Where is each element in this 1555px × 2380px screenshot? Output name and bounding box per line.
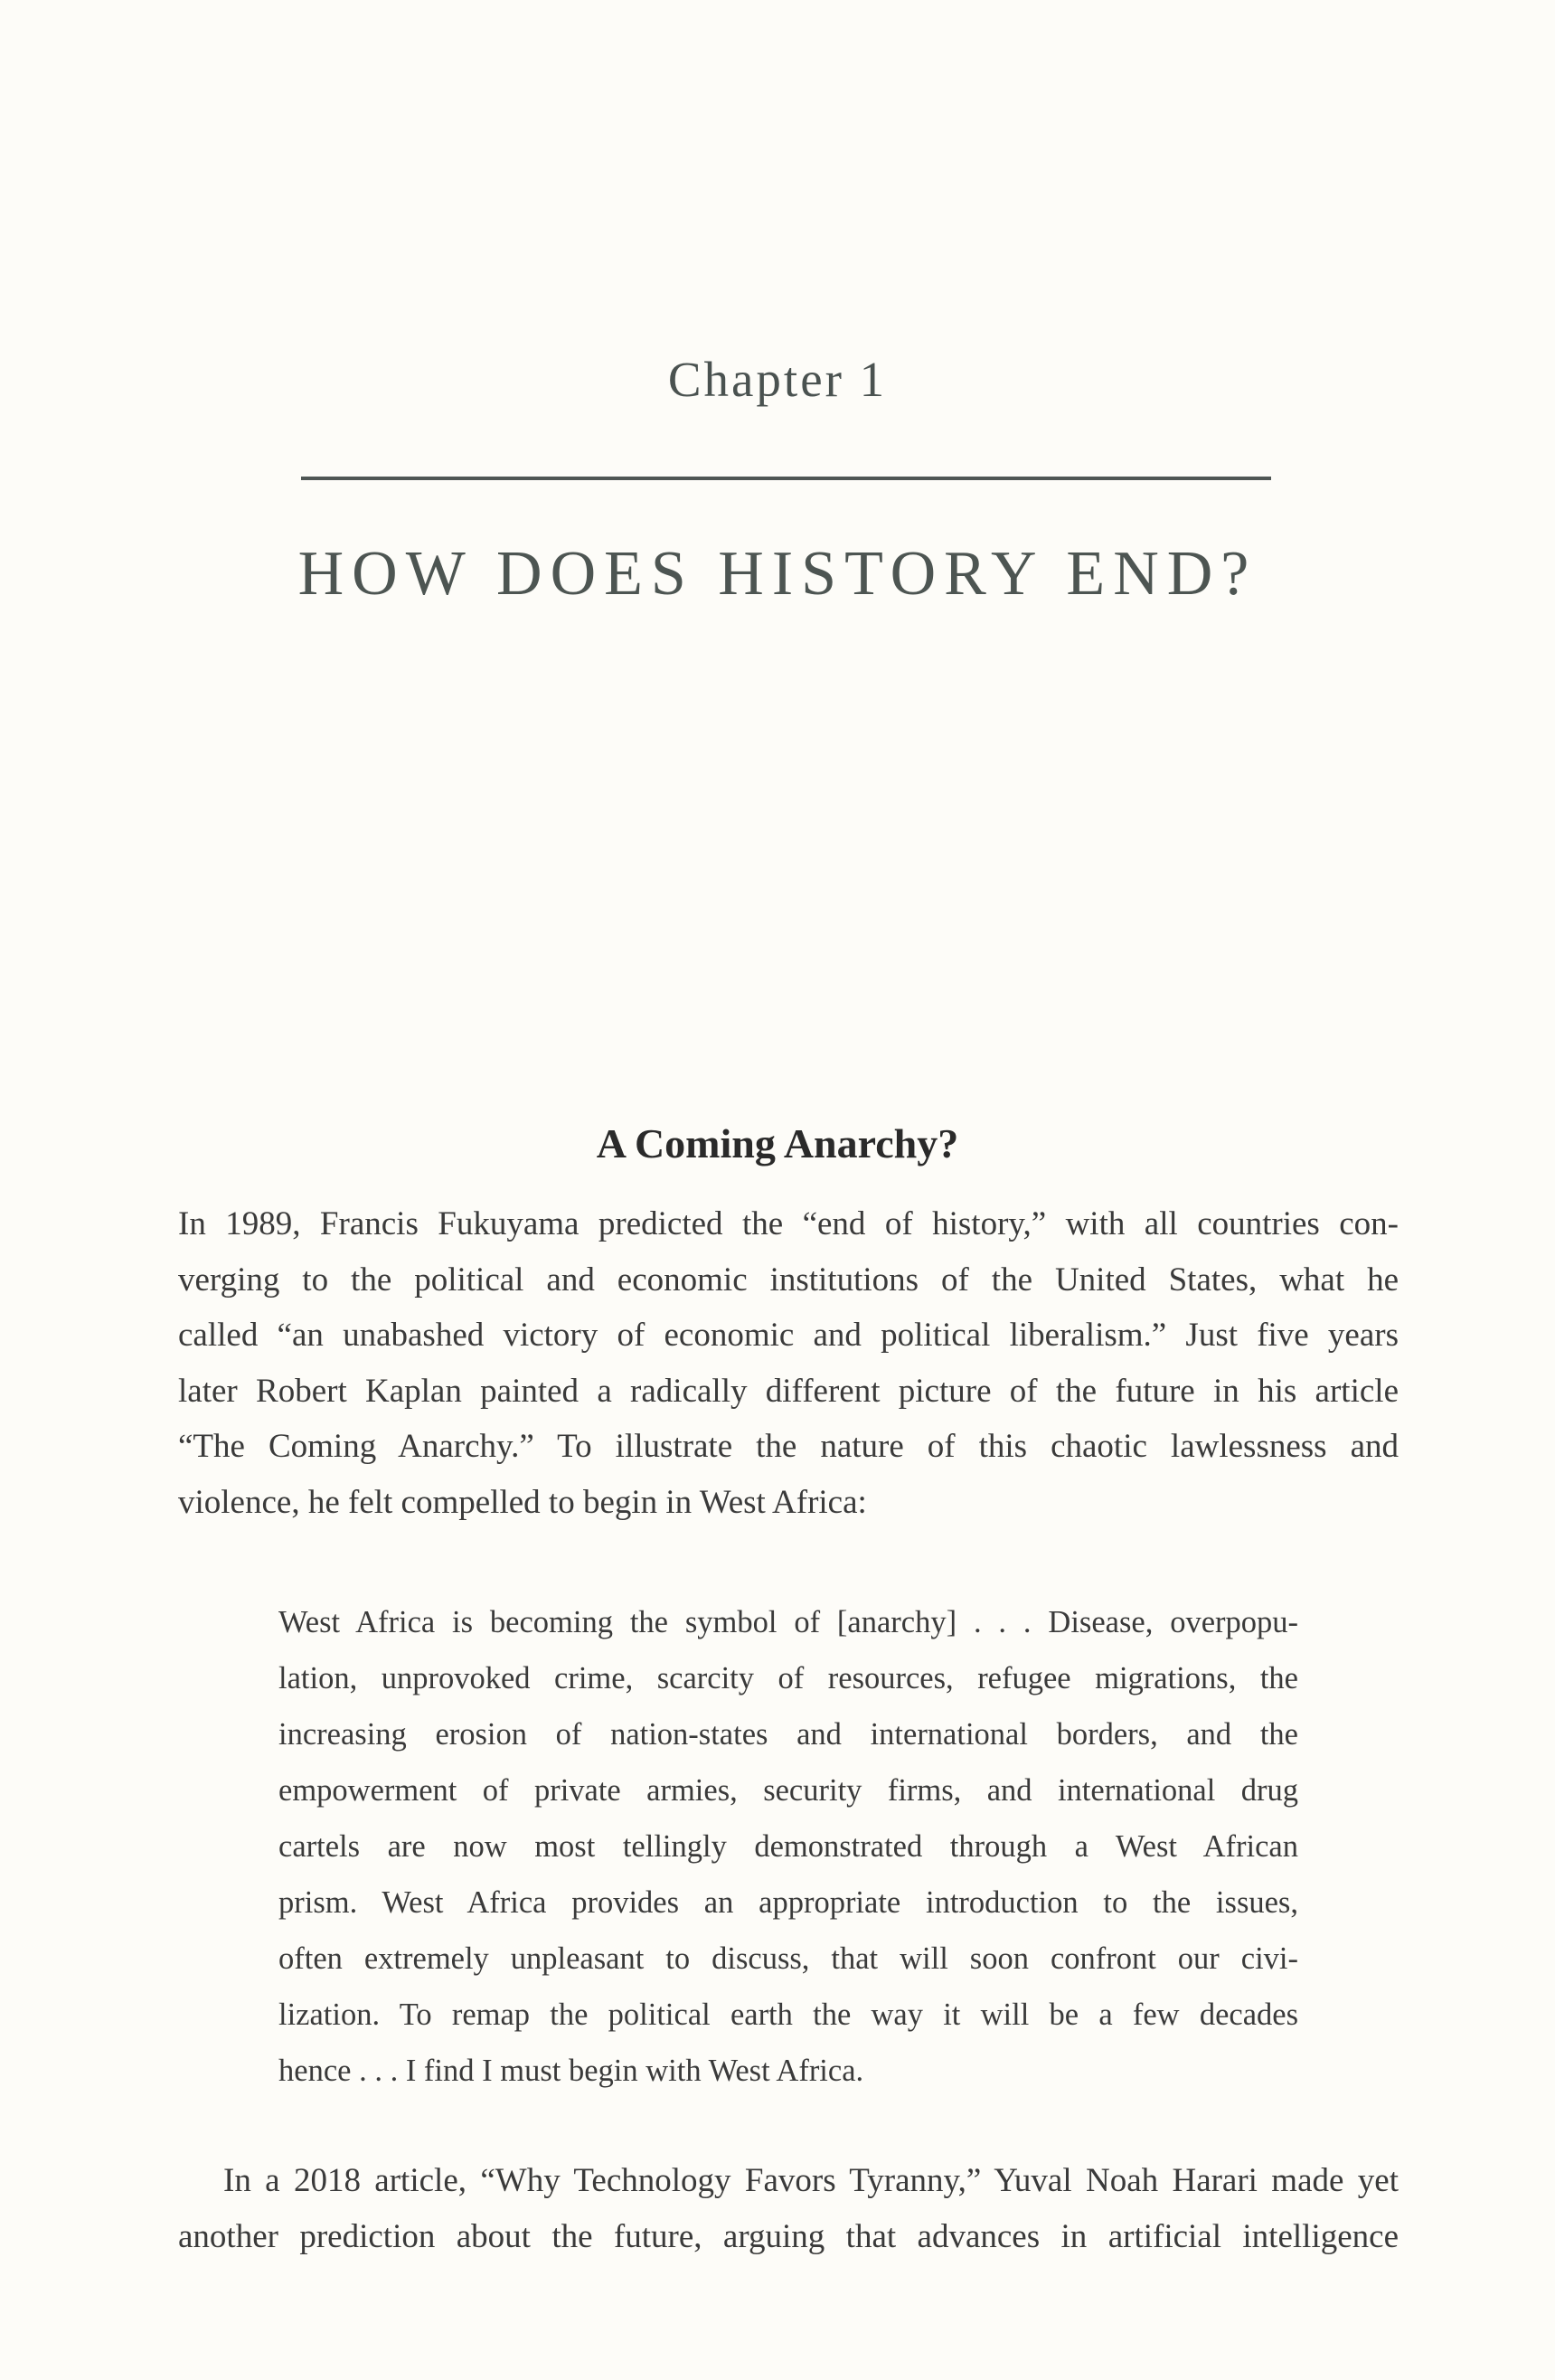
paragraph-line: In 1989, Francis Fukuyama predicted the “end of history,” with all countries con- <box>178 1205 1399 1242</box>
paragraph-line: later Robert Kaplan painted a radically different picture of the future in his article <box>178 1372 1399 1410</box>
quote-line: West Africa is becoming the symbol of [anarchy] . . . Disease, overpopu- <box>278 1605 1298 1639</box>
quote-line: cartels are now most tellingly demonstrated through a West African <box>278 1829 1298 1864</box>
chapter-label: Chapter 1 <box>667 352 888 407</box>
chapter-divider <box>301 477 1271 480</box>
quote-line: increasing erosion of nation-states and international borders, and the <box>278 1717 1298 1752</box>
section-heading: A Coming Anarchy? <box>596 1120 959 1166</box>
quote-line: empowerment of private armies, security firms, and international drug <box>278 1773 1298 1808</box>
paragraph-line: violence, he felt compelled to begin in West Africa: <box>178 1483 867 1521</box>
block-quote <box>278 1594 1298 2099</box>
paragraph-line: another prediction about the future, arguing that advances in artificial intelligence <box>178 2217 1399 2255</box>
paragraph-2 <box>178 2153 1399 2264</box>
quote-line: prism. West Africa provides an appropriate introduction to the issues, <box>278 1885 1298 1920</box>
paragraph-line: In a 2018 article, “Why Technology Favors Tyranny,” Yuval Noah Harari made yet <box>223 2162 1399 2199</box>
paragraph-line: “The Coming Anarchy.” To illustrate the nature of this chaotic lawlessness and <box>178 1428 1399 1465</box>
quote-line: hence . . . I find I must begin with West Africa. <box>278 2054 864 2088</box>
paragraph-line: verging to the political and economic institutions of the United States, what he <box>178 1261 1399 1299</box>
paragraph-line: called “an unabashed victory of economic and political liberalism.” Just five years <box>178 1317 1399 1354</box>
paragraph-1 <box>178 1196 1399 1530</box>
quote-line: often extremely unpleasant to discuss, that will soon confront our civi- <box>278 1941 1298 1976</box>
quote-line: lization. To remap the political earth the way it will be a few decades <box>278 1998 1298 2032</box>
quote-line: lation, unprovoked crime, scarcity of resources, refugee migrations, the <box>278 1661 1298 1695</box>
chapter-title: HOW DOES HISTORY END? <box>297 539 1258 609</box>
